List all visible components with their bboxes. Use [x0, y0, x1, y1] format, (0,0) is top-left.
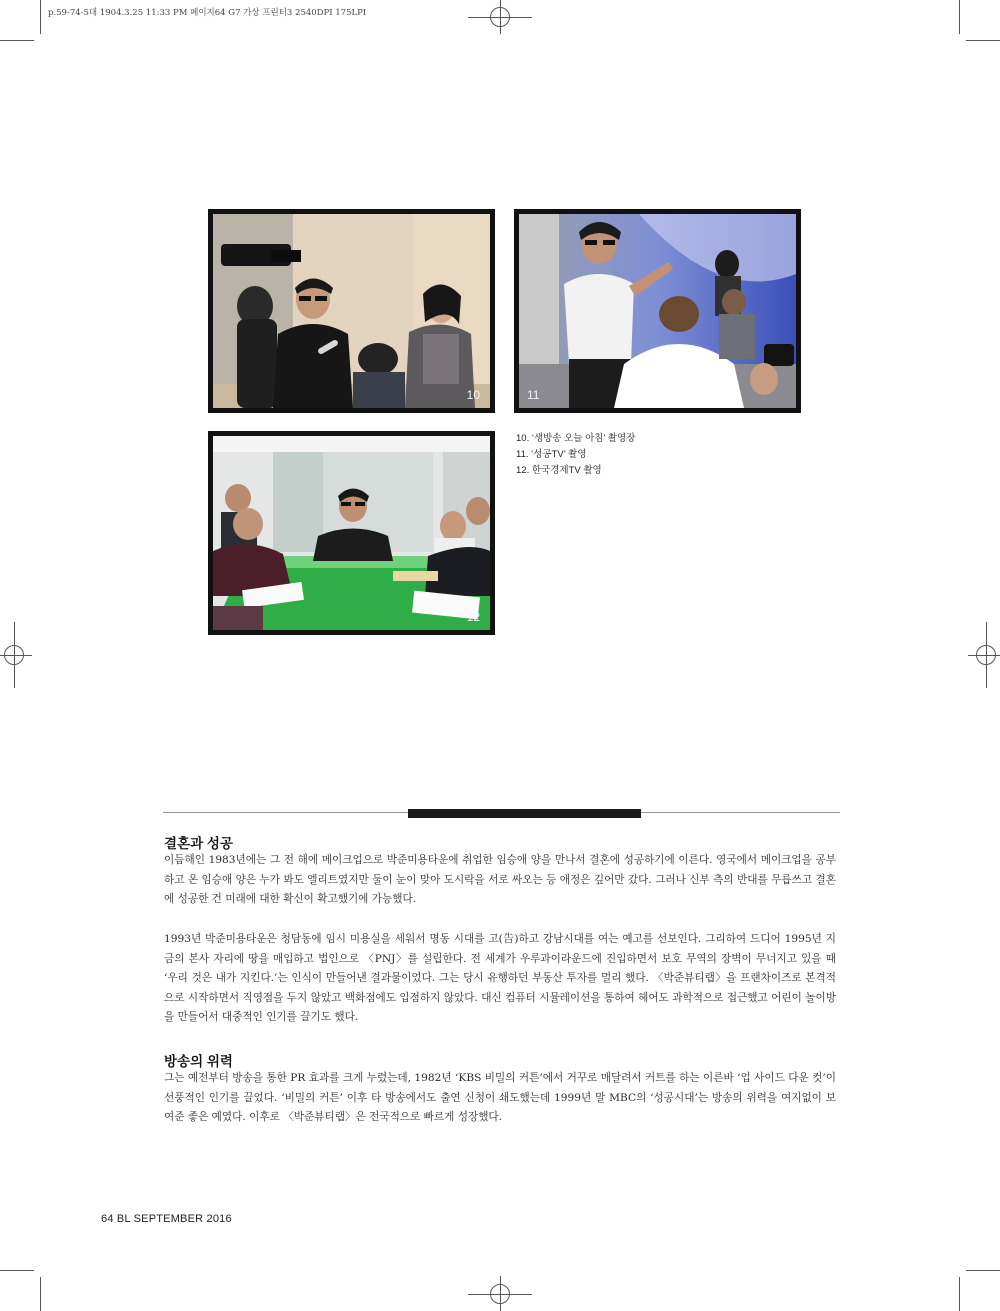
section-divider-bar [408, 809, 641, 818]
crop-mark [959, 1277, 960, 1311]
caption-photo-11: 11. ‘성공TV’ 촬영 [516, 449, 587, 460]
photo-captions [516, 431, 635, 479]
section-heading-broadcast-power: 방송의 위력 [164, 1054, 233, 1069]
crop-mark [0, 40, 34, 41]
crop-mark [40, 1277, 41, 1311]
crop-mark [959, 0, 960, 34]
print-slug: p.59-74-5대 1904.3.25 11:33 PM 페이지64 G7 가상 프린터3 2540DPI 175LPI [48, 8, 367, 18]
photo-number: 12 [466, 610, 480, 624]
photo-interview-shoot [208, 209, 495, 413]
crop-mark [0, 1270, 34, 1271]
photo-meeting-table [208, 431, 495, 635]
body-paragraph: 이듬해인 1983년에는 그 전 해에 메이크업으로 박준미용타운에 취업한 임승애 양을 만나서 결혼에 성공하기에 이른다. 영국에서 메이크업을 공부하고 온 임승애 양은 누가 봐도 엘리트였지만 둘이 눈이 맞아 도시락을 서로 싸오는 등 애정은 깊어만 갔다. 그러나 신부 측의 반대를 무릅쓰고 결혼에 성공한 건 미래에 대한 확신이 확고했기에 가능했다. [164, 854, 836, 906]
photo-11-illustration [519, 214, 796, 408]
caption-photo-12: 12. 한국경제TV 촬영 [516, 465, 602, 476]
photo-number: 11 [527, 388, 540, 402]
photo-number: 10 [466, 388, 480, 402]
body-paragraph: 1993년 박준미용타운은 청담동에 임시 미용실을 세워서 명동 시대를 고(告)하고 강남시대를 여는 예고를 선보인다. 그리하여 드디어 1995년 지금의 본사 자리에 땅을 매입하고 법인으로 〈PNJ〉를 설립한다. 전 세계가 우루과이라운드에 진입하면서 보호 무역의 장벽이 무너지고 있을 때 ‘우리 것은 내가 지킨다.’는 인식이 만들어낸 결과물이었다. 그는 당시 유행하던 부동산 투자를 멀리 했다. 〈박준뷰티랩〉을 프랜차이즈로 본격적으로 시작하면서 직영점을 두지 않았고 백화점에도 입점하지 않았다. 대신 컴퓨터 시뮬레이션을 통하여 헤어도 과학적으로 접근했고 어린이 놀이방을 만들어서 대중적인 인기를 끌기도 했다. [164, 933, 836, 1024]
issue-date: SEPTEMBER 2016 [133, 1213, 232, 1225]
crop-mark [40, 0, 41, 34]
section-heading-marriage-success: 결혼과 성공 [164, 836, 233, 851]
magazine-name: BL [116, 1213, 131, 1225]
page-footer [101, 1213, 232, 1225]
photo-hair-styling-set [514, 209, 801, 413]
page-number: 64 [101, 1213, 114, 1225]
caption-photo-10: 10. ‘생방송 오늘 아침’ 촬영장 [516, 433, 636, 444]
body-paragraph: 그는 예전부터 방송을 통한 PR 효과를 크게 누렸는데, 1982년 ‘KBS 비밀의 커튼’에서 거꾸로 매달려서 커트를 하는 이른바 ‘업 사이드 다운 컷’이 선풍적인 인기를 끌었다. ‘비밀의 커튼’ 이후 타 방송에서도 출연 신청이 쇄도했는데 1999년 말 MBC의 ‘성공시대’는 방송의 위력을 여지없이 보여준 좋은 예였다. 이후로 〈박준뷰티랩〉은 전국적으로 빠르게 성장했다. [164, 1072, 836, 1124]
crop-mark [966, 40, 1000, 41]
crop-mark [966, 1270, 1000, 1271]
photo-10-illustration [213, 214, 490, 408]
photo-12-illustration [213, 436, 490, 630]
